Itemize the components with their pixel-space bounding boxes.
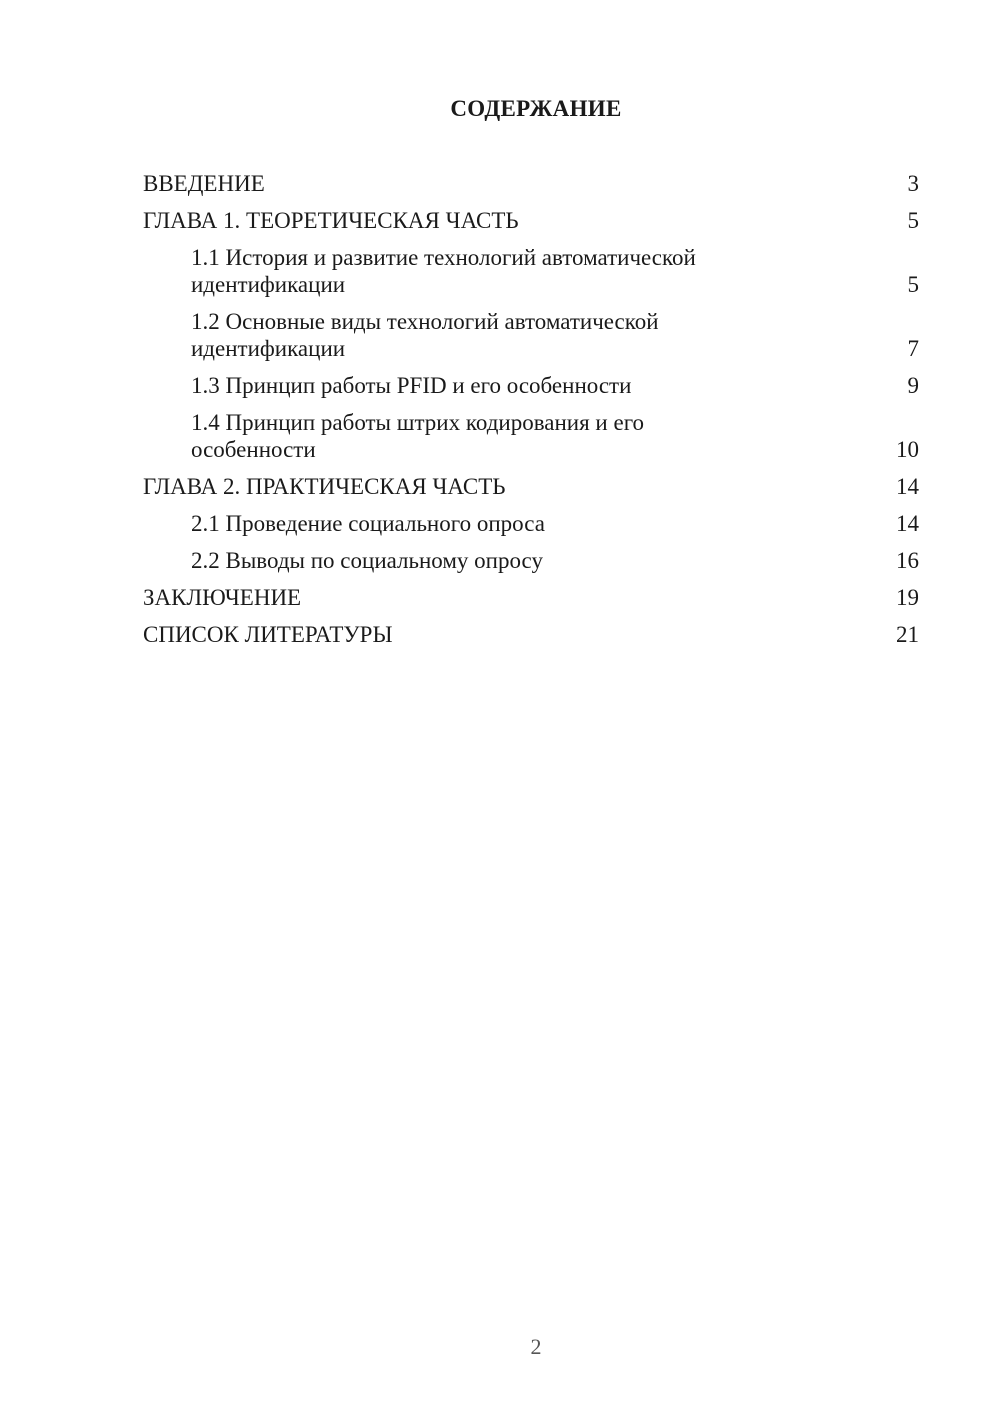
toc-entry-page: 5 [907,208,919,233]
toc-entry-label: ВВЕДЕНИЕ [143,171,265,196]
toc-entry-page: 21 [896,622,919,647]
toc-entry-section-1-1[interactable] [143,244,919,298]
toc-entry-introduction[interactable] [143,170,919,197]
toc-entry-page: 9 [907,373,919,398]
toc-entry-page: 10 [896,437,919,462]
toc-entry-section-1-2[interactable] [143,308,919,362]
table-of-contents [143,170,919,658]
toc-title: СОДЕРЖАНИЕ [450,96,622,121]
toc-entry-label: ГЛАВА 2. ПРАКТИЧЕСКАЯ ЧАСТЬ [143,474,506,499]
toc-entry-section-1-3[interactable] [143,372,919,399]
toc-entry-label: ГЛАВА 1. ТЕОРЕТИЧЕСКАЯ ЧАСТЬ [143,208,519,233]
page-number: 2 [530,1334,542,1359]
toc-entry-references[interactable] [143,621,919,648]
toc-entry-chapter-1[interactable] [143,207,919,234]
toc-entry-label: 2.1 Проведение социального опроса [191,511,545,536]
toc-entry-chapter-2[interactable] [143,473,919,500]
toc-entry-label: 2.2 Выводы по социальному опросу [191,548,543,573]
toc-entry-label: 1.3 Принцип работы PFID и его особенности [191,373,632,398]
toc-entry-label: ЗАКЛЮЧЕНИЕ [143,585,302,610]
toc-entry-page: 14 [896,474,919,499]
toc-entry-section-2-2[interactable] [143,547,919,574]
toc-entry-label: СПИСОК ЛИТЕРАТУРЫ [143,622,393,647]
toc-entry-section-1-4[interactable] [143,409,919,463]
toc-entry-page: 14 [896,511,919,536]
toc-entry-conclusion[interactable] [143,584,919,611]
toc-entry-label: 1.1 История и развитие технологий автоматической идентификации [191,245,696,297]
toc-entry-page: 19 [896,585,919,610]
toc-entry-page: 16 [896,548,919,573]
toc-entry-page: 3 [907,171,919,196]
toc-entry-section-2-1[interactable] [143,510,919,537]
toc-entry-label: 1.2 Основные виды технологий автоматической идентификации [191,309,659,361]
toc-entry-page: 7 [907,336,919,361]
toc-entry-page: 5 [907,272,919,297]
toc-entry-label: 1.4 Принцип работы штрих кодирования и его особенности [191,410,645,462]
